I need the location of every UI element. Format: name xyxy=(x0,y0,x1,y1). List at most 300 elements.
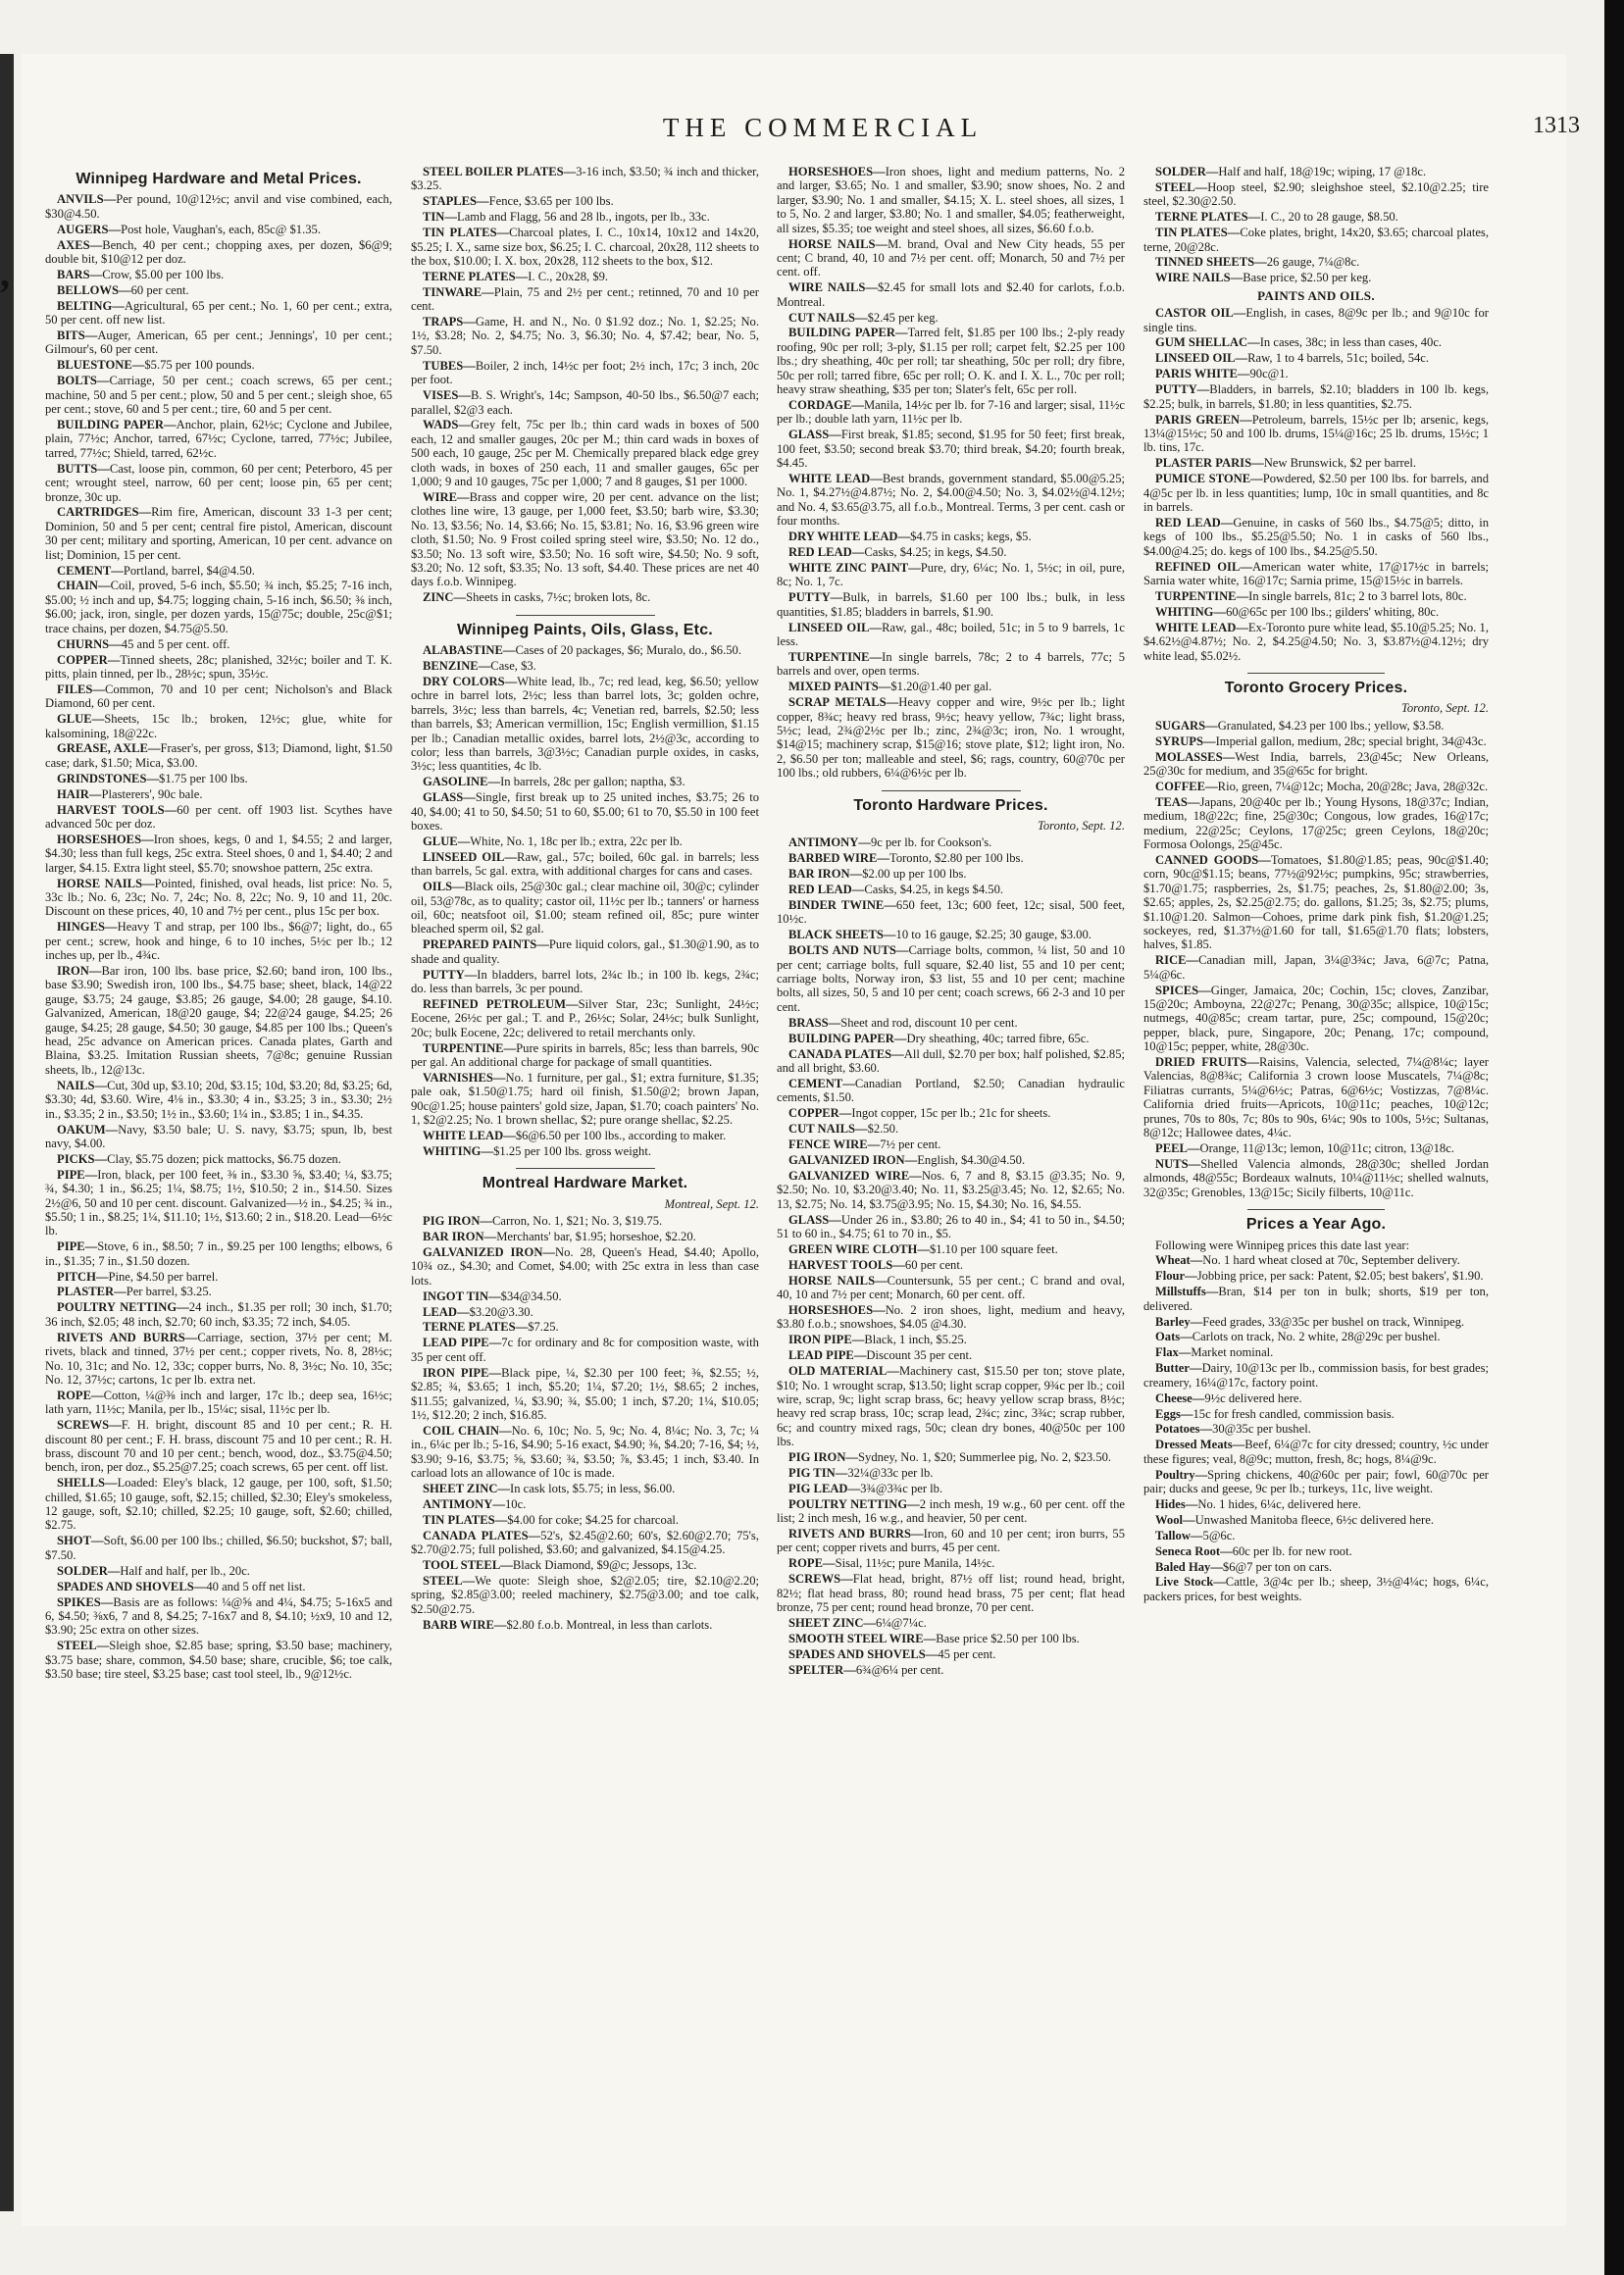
entry-keyword: HORSE NAILS— xyxy=(788,1273,888,1288)
price-entry: GUM SHELLAC—In cases, 38c; in less than cases, 40c. xyxy=(1155,335,1443,350)
entry-keyword: CEMENT— xyxy=(57,563,124,578)
entry-keyword: STEEL BOILER PLATES— xyxy=(423,165,577,178)
price-entry: SOLDER—Half and half, per lb., 20c. xyxy=(57,1563,250,1578)
entry-keyword: LEAD— xyxy=(423,1304,470,1319)
price-entry: SCREWS—F. H. bright, discount 85 and 10 per cent.; R. H. discount 80 per cent.; F. H. brass, discount 75 and 10 per cent.; R. H. brass, discount 70 and 10 per cent.; bench, wood, doz., $3.75@4.50; bench, iron, per doz., $5.25@7.25; coach screws, 65 per cent. off list. xyxy=(45,1418,392,1475)
price-entry: BAR IRON—$2.00 up per 100 lbs. xyxy=(788,867,967,882)
price-entry: LINSEED OIL—Raw, gal., 57c; boiled, 60c gal. in barrels; less than barrels, 5c gal. extra, with additional charges for cans and cases. xyxy=(411,849,760,879)
entry-keyword: Wool— xyxy=(1155,1512,1195,1527)
price-entry: RED LEAD—Casks, $4.25; in kegs, $4.50. xyxy=(788,545,1007,560)
price-entry: PLASTER—Per barrel, $3.25. xyxy=(57,1285,212,1299)
price-entry: BARB WIRE—$2.80 f.o.b. Montreal, in less than carlots. xyxy=(423,1617,713,1632)
entry-keyword: STEEL— xyxy=(57,1639,110,1653)
price-entry: BOLTS AND NUTS—Carriage bolts, common, ¼ list, 50 and 10 per cent; carriage bolts, full square, $2.40 list, 55 and 10 per cent; carriage bolts, Norway iron, $3 list, 55 and 10 per cent; machine bolts, all sizes, 50, 5 and 10 per cent; coach screws, 66 2-3 and 10 per cent. xyxy=(777,943,1125,1014)
page-number: 1313 xyxy=(1533,113,1580,138)
price-entry: CHAIN—Coil, proved, 5-6 inch, $5.50; ¾ inch, $5.25; 7-16 inch, $5.00; ½ inch and up, $4.75; logging chain, 5-16 inch, $6.50; ⅜ inch, $6.00; jack, iron, single, per dozen yards, 15@75c; double, 25c@$1; trace chains, per dozen, $4.75@5.50. xyxy=(45,579,392,635)
entry-keyword: IRON PIPE— xyxy=(788,1333,865,1347)
price-entry: BUILDING PAPER—Tarred felt, $1.85 per 100 lbs.; 2-ply ready roofing, 90c per roll; 3-ply, $1.15 per roll; carpet felt, $2.25 per 100 lbs.; dry sheathing, 40c per roll; tar sheathing, 50c per roll; dry fibre, 50c per roll; tarred fibre, 65c per roll; O. K. and I. X. L., 70c per roll; heavy straw sheathing, $35 per ton; Slater's felt, 65c per roll. xyxy=(777,326,1125,397)
entry-keyword: IRON PIPE— xyxy=(423,1365,502,1380)
entry-keyword: NUTS— xyxy=(1155,1156,1201,1171)
price-entry: WHITE LEAD—$6@6.50 per 100 lbs., according to maker. xyxy=(423,1129,727,1142)
price-entry: TURPENTINE—In single barrels, 81c; 2 to 3 barrel lots, 80c. xyxy=(1155,588,1467,603)
entry-keyword: TURPENTINE— xyxy=(788,649,883,664)
entry-keyword: PITCH— xyxy=(57,1269,109,1284)
entry-keyword: PIG IRON— xyxy=(788,1450,859,1465)
entry-keyword: TIN PLATES— xyxy=(1155,226,1241,240)
price-entry: CANNED GOODS—Tomatoes, $1.80@1.85; peas, 90c@$1.40; corn, 90c@$1.15; beans, 77½@92½c; pumpkins, 95c; strawberries, $1.70@1.75; raspberries, 2s, $1.75; peaches, 2s, $1.80@2.00; 3s, $2.65; apples, 2s, $2.25@2.75; do. gallons, $1.25; 3s, $2.75; plums, $1.10@1.20. Salmon—Cohoes, prime dark pink fish, $1.20@1.25; sockeyes, red, $1.37½@1.60 for tall, $1.65@1.70 flats; lobsters, halves, $1.85. xyxy=(1143,852,1489,952)
entry-keyword: LEAD PIPE— xyxy=(423,1336,502,1350)
entry-keyword: PUMICE STONE— xyxy=(1155,472,1263,486)
price-entry: GLUE—White, No. 1, 18c per lb.; extra, 22c per lb. xyxy=(423,834,683,848)
entry-keyword: BENZINE— xyxy=(423,659,491,673)
price-entry: LEAD—$3.20@3.30. xyxy=(423,1304,533,1319)
price-entry: TERNE PLATES—I. C., 20x28, $9. xyxy=(423,269,609,283)
entry-keyword: TERNE PLATES— xyxy=(423,269,529,283)
price-entry: LEAD PIPE—Discount 35 per cent. xyxy=(788,1348,973,1363)
entry-keyword: WHITE LEAD— xyxy=(1155,620,1248,634)
entry-keyword: PIG IRON— xyxy=(423,1214,493,1229)
entry-keyword: OLD MATERIAL— xyxy=(788,1364,899,1379)
price-entry: PLASTER PARIS—New Brunswick, $2 per barrel. xyxy=(1155,456,1416,471)
entry-keyword: COPPER— xyxy=(57,652,121,667)
price-entry: OAKUM—Navy, $3.50 bale; U. S. navy, $3.75; spun, lb, best navy, $4.00. xyxy=(45,1122,392,1150)
price-entry: PREPARED PAINTS—Pure liquid colors, gal., $1.30@1.90, as to shade and quality. xyxy=(411,937,760,966)
entry-keyword: WADS— xyxy=(423,418,471,432)
entry-keyword: COIL CHAIN— xyxy=(423,1423,512,1438)
left-page-edge xyxy=(0,54,14,2211)
price-entry: TINNED SHEETS—26 gauge, 7¼@8c. xyxy=(1155,255,1360,270)
facing-page-fragment: , xyxy=(0,251,10,295)
price-entry: CEMENT—Canadian Portland, $2.50; Canadian hydraulic cements, $1.50. xyxy=(777,1076,1125,1105)
entry-keyword: BUILDING PAPER— xyxy=(788,326,908,340)
price-entry: Tallow—5@6c. xyxy=(1155,1528,1236,1542)
price-entry: SOLDER—Half and half, 18@19c; wiping, 17 @18c. xyxy=(1155,165,1427,178)
entry-keyword: GLUE— xyxy=(57,712,105,727)
entry-keyword: SUGARS— xyxy=(1155,718,1218,733)
entry-keyword: IRON— xyxy=(57,964,102,979)
price-entry: SPADES AND SHOVELS—45 per cent. xyxy=(788,1646,996,1661)
entry-keyword: BLACK SHEETS— xyxy=(788,928,896,942)
entry-keyword: GREASE, AXLE— xyxy=(57,741,161,756)
entry-keyword: STEEL— xyxy=(1155,179,1208,194)
entry-keyword: MIXED PAINTS— xyxy=(788,680,891,694)
entry-keyword: GLASS— xyxy=(423,790,476,805)
entry-keyword: RICE— xyxy=(1155,953,1199,968)
entry-keyword: SHELLS— xyxy=(57,1476,118,1491)
price-entry: OLD MATERIAL—Machinery cast, $15.50 per ton; stove plate, $10; No. 1 wrought scrap, $13.50; light scrap copper, 9¾c per lb.; coil wire, scrap, 9c; light scrap brass, 6c; heavy yellow scrap brass, 8½c; heavy red scrap brass, 10c; scrap lead, 2¾c; zinc, 3¾c; scrap rubber, 6c; and country mixed rags, 50c; clean dry bones, 40@50c per 100 lbs. xyxy=(777,1364,1125,1449)
price-entry: SUGARS—Granulated, $4.23 per 100 lbs.; yellow, $3.58. xyxy=(1155,718,1445,733)
price-entry: TIN PLATES—Coke plates, bright, 14x20, $3.65; charcoal plates, terne, 20@28c. xyxy=(1143,226,1489,254)
entry-keyword: DRY WHITE LEAD— xyxy=(788,530,911,544)
price-entry: HORSE NAILS—Pointed, finished, oval heads, list price: No. 5, 33c lb.; No. 6, 23c; No. 7, 24c; No. 8, 22c; No. 9, 10 and 11, 20c. Discount on these prices, 40, 10 and 7½ per cent., plus 15c per box. xyxy=(45,876,392,919)
price-entry: HORSESHOES—Iron shoes, kegs, 0 and 1, $4.55; 2 and larger, $4.30; less than full kegs, 25c extra. Steel shoes, 0 and 1, $4.40; 2 and larger, $4.15. Extra light steel, $5.70; snowshoe pattern, 25c extra. xyxy=(45,832,392,875)
entry-keyword: SCREWS— xyxy=(57,1418,122,1433)
entry-keyword: WHITE LEAD— xyxy=(788,472,883,486)
entry-keyword: WHITE LEAD— xyxy=(423,1129,516,1142)
price-entry: ROPE—Sisal, 11½c; pure Manila, 14½c. xyxy=(788,1556,995,1571)
entry-keyword: HORSESHOES— xyxy=(788,165,886,178)
price-entry: Eggs—15c for fresh candled, commission basis. xyxy=(1155,1406,1395,1421)
price-entry: NAILS—Cut, 30d up, $3.10; 20d, $3.15; 10d, $3.20; 8d, $3.25; 6d, $3.30; 4d, $3.60. Wire, 4⅛ in., $3.30; 4 in., $3.25; 3 in., $3.30; 2½ in., $3.35; 2 in., $3.50; 1½ in., $3.60; 1¼ in., $3.85; 1 in., $4.35. xyxy=(45,1078,392,1121)
price-entry: GREEN WIRE CLOTH—$1.10 per 100 square feet. xyxy=(788,1241,1058,1256)
price-entry: TURPENTINE—Pure spirits in barrels, 85c; less than barrels, 90c per gal. An additional charge for package of small quantities. xyxy=(411,1040,759,1069)
price-entry: CUT NAILS—$2.45 per keg. xyxy=(788,310,939,325)
price-entry: WIRE—Brass and copper wire, 20 per cent. advance on the list; clothes line wire, 13 gauge, per 1,000 feet, $3.50; barb wire, $3.30; No. 13, $3.56; No. 14, $3.66; No. 15, $3.81; No. 16, $3.96 green wire cloth, $1.50; No. 9 Frost coiled spring steel wire, $3.50; No. 12 do., $3.50; No. 13 soft wire, $3.50; No. 16 soft wire, $4.50; No. 9 soft, $3.20; No. 12 soft, $3.35; No. 13 soft, $4.40. These prices are net 40 days f.o.b. Winnipeg. xyxy=(411,489,759,589)
price-entry: SHOT—Soft, $6.00 per 100 lbs.; chilled, $6.50; buckshot, $7; ball, $7.50. xyxy=(45,1534,392,1562)
entry-keyword: SHEET ZINC— xyxy=(423,1481,511,1495)
entry-keyword: WIRE NAILS— xyxy=(788,280,878,295)
entry-keyword: Baled Hay— xyxy=(1155,1559,1223,1574)
price-entry: TIN PLATES—$4.00 for coke; $4.25 for charcoal. xyxy=(423,1512,680,1527)
entry-keyword: Tallow— xyxy=(1155,1528,1203,1542)
price-entry: FENCE WIRE—7½ per cent. xyxy=(788,1138,941,1151)
price-entry: Butter—Dairy, 10@13c per lb., commission basis, for best grades; creamery, 16¼@17c, factory point. xyxy=(1143,1361,1489,1390)
entry-keyword: SHEET ZINC— xyxy=(788,1616,877,1630)
dateline: Toronto, Sept. 12. xyxy=(1038,818,1125,833)
price-entry: BINDER TWINE—650 feet, 13c; 600 feet, 12c; sisal, 500 feet, 10½c. xyxy=(777,898,1125,927)
price-entry: BITS—Auger, American, 65 per cent.; Jennings', 10 per cent.; Gilmour's, 60 per cent. xyxy=(45,329,392,357)
price-entry: TEAS—Japans, 20@40c per lb.; Young Hysons, 18@37c; Indian, medium, 18@22c; fine, 25@30c; Congous, low grades, 16@17c; medium, 22@25c; Ceylons, 17@25c; green Ceylons, 18@20c; Formosa Oolongs, 25@45c. xyxy=(1143,794,1489,851)
entry-keyword: VISES— xyxy=(423,388,471,403)
price-entry: BUTTS—Cast, loose pin, common, 60 per cent; Peterboro, 45 per cent; wrought steel, narrow, 60 per cent; loose pin, 65 per cent; bronze, 30c up. xyxy=(45,461,392,504)
entry-keyword: TRAPS— xyxy=(423,315,476,329)
entry-keyword: ZINC— xyxy=(423,590,467,605)
entry-keyword: FENCE WIRE— xyxy=(788,1138,881,1151)
entry-keyword: SPICES— xyxy=(1155,983,1211,997)
price-entry: HINGES—Heavy T and strap, per 100 lbs., $6@7; light, do., 65 per cent.; screw, hook and hinge, 6 to 10 inches, 5½c per lb.; 12 inches up, per lb., 4¾c. xyxy=(45,920,392,963)
price-entry: AXES—Bench, 40 per cent.; chopping axes, per dozen, $6@9; double bit, $10@12 per doz. xyxy=(45,237,392,267)
entry-keyword: Oats— xyxy=(1155,1330,1193,1344)
divider xyxy=(1247,1209,1386,1210)
entry-keyword: SPADES AND SHOVELS— xyxy=(788,1646,939,1661)
entry-keyword: PUTTY— xyxy=(788,590,843,605)
entry-keyword: BELTING— xyxy=(57,298,125,313)
entry-keyword: PUTTY— xyxy=(423,967,478,982)
subsection-heading: PAINTS AND OILS. xyxy=(1257,287,1375,303)
price-entry: POULTRY NETTING—2 inch mesh, 19 w.g., 60 per cent. off the list; 2 inch mesh, 16 w.g., and heavier, 50 per cent. xyxy=(777,1496,1125,1526)
price-entry: TERNE PLATES—I. C., 20 to 28 gauge, $8.50. xyxy=(1155,210,1398,225)
price-entry: BARBED WIRE—Toronto, $2.80 per 100 lbs. xyxy=(788,851,1024,866)
entry-keyword: BINDER TWINE— xyxy=(788,898,896,912)
entry-keyword: WHITE ZINC PAINT— xyxy=(788,560,921,575)
price-entry: TUBES—Boiler, 2 inch, 14½c per foot; 2½ inch, 17c; 3 inch, 20c per foot. xyxy=(411,358,759,387)
entry-keyword: CARTRIDGES— xyxy=(57,505,152,520)
entry-keyword: RED LEAD— xyxy=(1155,515,1234,530)
price-entry: SHEET ZINC—6¼@7¼c. xyxy=(788,1616,927,1630)
entry-keyword: REFINED PETROLEUM— xyxy=(423,996,579,1011)
entry-keyword: CANADA PLATES— xyxy=(423,1528,541,1542)
price-entry: MOLASSES—West India, barrels, 23@45c; New Orleans, 25@30c for medium, and 35@65c for bright. xyxy=(1143,749,1489,778)
entry-keyword: CHAIN— xyxy=(57,579,111,593)
entry-keyword: HINGES— xyxy=(57,920,118,935)
price-entry: WADS—Grey felt, 75c per lb.; thin card wads in boxes of 500 each, 12 and smaller gauges, 20c per M.; thin card wads in boxes of 500 each, 10 gauge, 25c per M. Chemically prepared black edge grey cloth wads, in boxes of 250 each, 11 and smaller gauges, 65c per 1,000; 9 and 10 gauges, 75c per 1,000; 7 and 8 gauges, $1 per 1000. xyxy=(411,418,759,489)
entry-keyword: BOLTS— xyxy=(57,374,110,388)
entry-keyword: Flour— xyxy=(1155,1269,1197,1284)
price-entry: ANTIMONY—10c. xyxy=(423,1496,527,1511)
price-entry: GALVANIZED IRON—English, $4.30@4.50. xyxy=(788,1152,1026,1167)
price-entry: PIPE—Iron, black, per 100 feet, ⅜ in., $3.30 ⅝, $3.40; ¼, $3.75; ¾, $4.30; 1 in., $6.25; 1¼, $8.75; 1½, $10.50; 2 in., $14.50. Sizes 2½@6, 50 and 10 per cent. discount. Galvanized—½ in., $4.25; ¾ in., $5.50; 1 in., $8.25; 1¼, $11.10; 1½, $13.60; 2 in., $18.20. Lead—6½c lb. xyxy=(45,1167,392,1239)
entry-keyword: WIRE NAILS— xyxy=(1155,271,1243,285)
price-entry: LINSEED OIL—Raw, 1 to 4 barrels, 51c; boiled, 54c. xyxy=(1155,351,1430,366)
price-entry: PUMICE STONE—Powdered, $2.50 per 100 lbs. for barrels, and 4@5c per lb. in less quantities; lump, 10c in small quantities, and 8c in barrels. xyxy=(1143,472,1490,514)
entry-keyword: Hides— xyxy=(1155,1496,1198,1511)
entry-keyword: TERNE PLATES— xyxy=(423,1320,529,1335)
entry-keyword: TINNED SHEETS— xyxy=(1155,255,1267,270)
price-entry: Following were Winnipeg prices this date last year: xyxy=(1155,1238,1410,1252)
price-entry: ALABASTINE—Cases of 20 packages, $6; Muralo, do., $6.50. xyxy=(423,643,741,658)
masthead-title: THE COMMERCIAL xyxy=(662,113,984,142)
price-entry: BRASS—Sheet and rod, discount 10 per cent. xyxy=(788,1015,1018,1030)
entry-keyword: Flax— xyxy=(1155,1345,1192,1360)
price-entry: COPPER—Tinned sheets, 28c; planished, 32½c; boiler and T. K. pitts, plain tinned, per lb., 28½c; spun, 35½c. xyxy=(45,652,392,681)
entry-keyword: HAIR— xyxy=(57,786,102,801)
price-entry: TRAPS—Game, H. and N., No. 0 $1.92 doz.; No. 1, $2.25; No. 1½, $3.28; No. 2, $4.75; No. 3, $6.30; No. 4, $7.42; bear, No. 5, $7.50. xyxy=(411,315,759,357)
entry-keyword: CASTOR OIL— xyxy=(1155,306,1246,321)
price-entry: CANADA PLATES—52's, $2.45@2.60; 60's, $2.60@2.70; 75's, $2.70@2.75; full polished, $3.60; and galvanized, $4.15@4.25. xyxy=(411,1528,759,1557)
entry-keyword: TURPENTINE— xyxy=(423,1040,517,1055)
price-entry: SCRAP METALS—Heavy copper and wire, 9½c per lb.; light copper, 8¾c; heavy red brass, 9½c; heavy yellow, 7¾c; light brass, 5½c; lead, 2¾@2½c per lb.; zinc, 2¾@3c; iron, No. 1 wrought, $14@15; machinery scrap, $15@16; stove plate, $12; light iron, No. 2, $6.50 per ton; malleable and steel, $6; rags, country, 60@70c per 100 lbs.; old rubbers, 6¼@6½c per lb. xyxy=(777,695,1125,781)
entry-keyword: HORSE NAILS— xyxy=(57,876,155,890)
price-entry: SYRUPS—Imperial gallon, medium, 28c; special bright, 34@43c. xyxy=(1155,733,1487,748)
entry-keyword: BRASS— xyxy=(788,1015,841,1030)
entry-keyword: TERNE PLATES— xyxy=(1155,210,1261,225)
price-entry: ROPE—Cotton, ¼@⅜ inch and larger, 17c lb.; deep sea, 16½c; lath yarn, 11½c; Manila, per lb., 15¼c; sisal, 11½c per lb. xyxy=(45,1388,392,1417)
price-entry: NUTS—Shelled Valencia almonds, 28@30c; shelled Jordan almonds, 48@55c; Bordeaux walnuts, 10¼@11½c; shelled walnuts, 32@35c; Grenobles, 13@15c; Sicily filberts, 10@11c. xyxy=(1143,1156,1489,1199)
price-entry: WHITE LEAD—Best brands, government standard, $5.00@5.25; No. 1, $4.27½@4.87½; No. 2, $4.00@4.50; No. 3, $4.02½@4.12½; and No. 4, $3.65@3.75, all f.o.b., Montreal. Terms, 3 per cent. cash or four months. xyxy=(777,472,1125,529)
entry-keyword: TINWARE— xyxy=(423,284,494,299)
entry-keyword: WHITING— xyxy=(1155,604,1227,619)
price-entry: FILES—Common, 70 and 10 per cent; Nicholson's and Black Diamond, 60 per cent. xyxy=(45,682,392,711)
price-entry: Live Stock—Cattle, 3@4c per lb.; sheep, 3½@4¼c; hogs, 6¼c, packers prices, for best weights. xyxy=(1143,1575,1489,1603)
entry-keyword: LINSEED OIL— xyxy=(1155,351,1248,366)
entry-keyword: Barley— xyxy=(1155,1314,1203,1329)
entry-keyword: SCREWS— xyxy=(788,1572,853,1587)
entry-keyword: PEEL— xyxy=(1155,1141,1200,1155)
entry-keyword: VARNISHES— xyxy=(423,1070,506,1085)
price-entry: HORSESHOES—No. 2 iron shoes, light, medium and heavy, $3.80 f.o.b.; snowshoes, $4.05 @4.30. xyxy=(777,1302,1125,1332)
price-entry: LINSEED OIL—Raw, gal., 48c; boiled, 51c; in 5 to 9 barrels, 1c less. xyxy=(777,620,1125,648)
price-entry: SHELLS—Loaded: Eley's black, 12 gauge, per 100, soft, $1.50; chilled, $1.65; 10 gauge, soft, $2.15; chilled, $2.30; Eley's smokeless, 12 gauge, soft, $2.10; chilled, $2.25; 10 gauge, soft, $2.60; chilled, $2.75. xyxy=(45,1476,392,1533)
entry-keyword: PARIS GREEN— xyxy=(1155,412,1252,427)
price-entry: GLUE—Sheets, 15c lb.; broken, 12½c; glue, white for kalsomining, 18@22c. xyxy=(45,712,392,740)
price-entry: GLASS—Under 26 in., $3.80; 26 to 40 in., $4; 41 to 50 in., $4.50; 51 to 60 in., $4.75; 61 to 70 in., $5. xyxy=(777,1212,1125,1240)
price-entry: BLACK SHEETS—10 to 16 gauge, $2.25; 30 gauge, $3.00. xyxy=(788,928,1091,942)
entry-keyword: BAR IRON— xyxy=(423,1230,497,1244)
section-heading: Montreal Hardware Market. xyxy=(482,1175,688,1192)
entry-keyword: INGOT TIN— xyxy=(423,1289,501,1303)
entry-keyword: PLASTER— xyxy=(57,1285,127,1299)
price-entry: PIG IRON—Carron, No. 1, $21; No. 3, $19.75. xyxy=(423,1214,663,1229)
divider xyxy=(1247,673,1386,674)
price-entry: DRY COLORS—White lead, lb., 7c; red lead, keg, $6.50; yellow ochre in barrel lots, 2½c; less than barrel lots, 3c; golden ochre, barrels, 3½c; less than barrels, 4c; Venetian red, barrels, $2.50; less than barrels, $3; American vermillion, 15c; English vermillion, $1.15 per lb.; Canadian metallic oxides, barrel lots, 2½@3c, according to color; less than barrels, 3@3½c; Canadian purple oxides, in casks, 3½c; less quantities, 4c lb. xyxy=(411,674,759,774)
price-entry: STEEL BOILER PLATES—3-16 inch, $3.50; ¾ inch and thicker, $3.25. xyxy=(411,165,759,193)
entry-keyword: SPADES AND SHOVELS— xyxy=(57,1579,207,1593)
entry-keyword: COPPER— xyxy=(788,1106,852,1121)
divider xyxy=(516,615,655,616)
entry-keyword: HARVEST TOOLS— xyxy=(57,802,178,817)
entry-keyword: MOLASSES— xyxy=(1155,749,1236,764)
entry-keyword: SHOT— xyxy=(57,1534,104,1548)
entry-keyword: PIG LEAD— xyxy=(788,1481,861,1495)
entry-keyword: TURPENTINE— xyxy=(1155,588,1249,603)
entry-keyword: PREPARED PAINTS— xyxy=(423,937,549,952)
price-entry: SPIKES—Basis are as follows: ¼@⅝ and 4¼, $4.75; 5-16x5 and 6, $4.50; ⅜x6, 7 and 8, $4.25; 7-16x7 and 8, $4.10; ½x9, 10 and 12, $3.90; 25c extra on other sizes. xyxy=(45,1594,392,1638)
entry-keyword: GALVANIZED IRON— xyxy=(788,1152,918,1167)
price-entry: VARNISHES—No. 1 furniture, per gal., $1; extra furniture, $1.35; pale oak, $1.50@1.75; hard oil finish, $1.50@2; brown Japan, 90c@1.25; house painters' gold size, Japan, $1.70; coach painters' No. 1, $2@2.25; No. 1 brown shellac, $2; pure orange shellac, $2.25. xyxy=(411,1070,759,1128)
entry-keyword: PUTTY— xyxy=(1155,382,1210,397)
entry-keyword: GUM SHELLAC— xyxy=(1155,335,1260,350)
price-entry: TOOL STEEL—Black Diamond, $9@c; Jessops, 13c. xyxy=(423,1557,697,1572)
price-entry: Hides—No. 1 hides, 6¼c, delivered here. xyxy=(1155,1496,1361,1511)
entry-keyword: NAILS— xyxy=(57,1078,108,1092)
price-entry: OILS—Black oils, 25@30c gal.; clear machine oil, 30@c; cylinder oil, 53@78c, as to quality; castor oil, 11½c per lb.; tanners' or harness oil, 60c; neatsfoot oil, $1.00; steam refined oil, 85c; pure winter bleached sperm oil, $2 gal. xyxy=(411,880,759,936)
column-3 xyxy=(777,165,1125,1679)
price-entry: PARIS GREEN—Petroleum, barrels, 15½c per lb; arsenic, kegs, 13¼@15½c; 50 and 100 lb. drums, 15¼@16c; 25 lb. drums, 15½c; 1 lb. tins, 17c. xyxy=(1143,412,1489,455)
entry-keyword: CANNED GOODS— xyxy=(1155,852,1271,867)
column-1 xyxy=(45,165,392,1683)
entry-keyword: PIPE— xyxy=(57,1167,98,1182)
price-entry: GREASE, AXLE—Fraser's, per gross, $13; Diamond, light, $1.50 case; dark, $1.50; Mica, $3.00. xyxy=(45,741,392,770)
price-entry: ANVILS—Per pound, 10@12½c; anvil and vise combined, each, $30@4.50. xyxy=(45,192,392,221)
price-entry: BELLOWS—60 per cent. xyxy=(57,282,189,297)
price-entry: PIG LEAD—3¾@3¾c per lb. xyxy=(788,1481,943,1495)
price-entry: GRINDSTONES—$1.75 per 100 lbs. xyxy=(57,771,248,785)
entry-keyword: AUGERS— xyxy=(57,222,122,236)
price-entry: CASTOR OIL—English, in cases, 8@9c per lb.; and 9@10c for single tins. xyxy=(1143,306,1489,334)
entry-keyword: RIVETS AND BURRS— xyxy=(788,1527,924,1542)
price-entry: GASOLINE—In barrels, 28c per gallon; naptha, $3. xyxy=(423,775,685,789)
price-entry: PARIS WHITE—90c@1. xyxy=(1155,367,1289,381)
entry-keyword: BUTTS— xyxy=(57,461,110,476)
price-entry: Flax—Market nominal. xyxy=(1155,1345,1274,1360)
price-entry: ANTIMONY—9c per lb. for Cookson's. xyxy=(788,835,992,850)
price-entry: PUTTY—In bladders, barrel lots, 2¾c lb.; in 100 lb. kegs, 2¾c; do. less than barrels, 3c per pound. xyxy=(411,967,759,995)
entry-keyword: PARIS WHITE— xyxy=(1155,367,1250,381)
divider xyxy=(516,1168,655,1169)
price-entry: REFINED PETROLEUM—Silver Star, 23c; Sunlight, 24½c; Eocene, 26½c per gal.; T. and P., 26½c; Solar, 24½c; bulk Sunlight, 20c; bulk Eocene, 22c; delivered to retail merchants only. xyxy=(411,996,759,1039)
price-entry: MIXED PAINTS—$1.20@1.40 per gal. xyxy=(788,680,992,694)
entry-keyword: BARB WIRE— xyxy=(423,1617,507,1632)
entry-keyword: GLASS— xyxy=(788,1212,841,1227)
price-entry: Poultry—Spring chickens, 40@60c per pair; fowl, 60@70c per pair; ducks and geese, 9c per lb.; turkeys, 11c, live weight. xyxy=(1143,1467,1489,1496)
entry-keyword: DRIED FRUITS— xyxy=(1155,1055,1259,1070)
section-heading: Prices a Year Ago. xyxy=(1245,1216,1387,1234)
divider xyxy=(882,790,1021,791)
entry-keyword: TIN PLATES— xyxy=(423,1512,508,1527)
right-page-edge xyxy=(1604,0,1624,2275)
price-entry: RICE—Canadian mill, Japan, 3¼@3¾c; Java, 6@7c; Patna, 5¼@6c. xyxy=(1143,953,1489,982)
entry-keyword: GRINDSTONES— xyxy=(57,771,160,785)
section-heading: Toronto Grocery Prices. xyxy=(1224,679,1408,696)
price-entry: HORSESHOES—Iron shoes, light and medium patterns, No. 2 and larger, $3.65; No. 1 and smaller, $3.90; snow shoes, No. 2 and larger, $3.90; No. 1 and smaller, $4.15; X. L. steel shoes, all sizes, 1 to 5, No. 2 and larger, $3.80; No. 1 and smaller, $4.05; featherweight, all sizes, $5.35; toe weight and steel shoes, all sizes, $6.60 f.o.b. xyxy=(777,165,1125,235)
entry-keyword: Wheat— xyxy=(1155,1253,1203,1268)
entry-keyword: ROPE— xyxy=(57,1388,104,1402)
price-entry: CORDAGE—Manila, 14½c per lb. for 7-16 and larger; sisal, 11½c per lb.; double lath yarn, 11½c per lb. xyxy=(777,398,1125,427)
price-entry: PIG IRON—Sydney, No. 1, $20; Summerlee pig, No. 2, $23.50. xyxy=(788,1450,1112,1465)
entry-keyword: LINSEED OIL— xyxy=(423,849,518,864)
entry-keyword: CUT NAILS— xyxy=(788,1122,868,1137)
price-entry: TURPENTINE—In single barrels, 78c; 2 to 4 barrels, 77c; 5 barrels and over, open terms. xyxy=(777,649,1125,679)
section-heading: Winnipeg Paints, Oils, Glass, Etc. xyxy=(457,621,713,638)
price-entry: SPELTER—6¾@6¼ per cent. xyxy=(788,1662,944,1677)
entry-keyword: CANADA PLATES— xyxy=(788,1046,904,1061)
entry-keyword: RED LEAD— xyxy=(788,883,865,897)
entry-keyword: STEEL— xyxy=(423,1573,476,1588)
entry-keyword: RED LEAD— xyxy=(788,545,865,560)
dateline: Toronto, Sept. 12. xyxy=(1401,701,1489,716)
entry-keyword: BLUESTONE— xyxy=(57,358,145,373)
entry-keyword: DRY COLORS— xyxy=(423,674,518,688)
price-entry: Cheese—9½c delivered here. xyxy=(1155,1390,1302,1405)
entry-keyword: ROPE— xyxy=(788,1556,836,1571)
entry-keyword: CORDAGE— xyxy=(788,398,864,412)
entry-keyword: GALVANIZED WIRE— xyxy=(788,1168,922,1183)
price-entry: INGOT TIN—$34@34.50. xyxy=(423,1289,562,1303)
price-entry: HARVEST TOOLS—60 per cent. off 1903 list. Scythes have advanced 50c per doz. xyxy=(45,802,392,831)
price-entry: TERNE PLATES—$7.25. xyxy=(423,1320,559,1335)
price-entry: HORSE NAILS—M. brand, Oval and New City heads, 55 per cent; C brand, 40, 10 and 7½ per cent. off; Monarch, 50 and 7½ per cent. off. xyxy=(777,236,1125,279)
entry-keyword: BUILDING PAPER— xyxy=(788,1031,907,1045)
entry-keyword: AXES— xyxy=(57,237,103,252)
entry-keyword: HORSESHOES— xyxy=(57,832,154,846)
price-entry: WHITING—60@65c per 100 lbs.; gilders' whiting, 80c. xyxy=(1155,604,1440,619)
price-entry: BUILDING PAPER—Anchor, plain, 62½c; Cyclone and Jubilee, plain, 77½c; Anchor, tarred, 67½c; Cyclone, tarred, 77½c; Jubilee, tarred, 77½c; Shield, tarred, 62½c. xyxy=(45,418,392,460)
entry-keyword: BITS— xyxy=(57,329,98,343)
entry-keyword: COFFEE— xyxy=(1155,779,1218,793)
entry-keyword: ANVILS— xyxy=(57,192,117,207)
entry-keyword: BARBED WIRE— xyxy=(788,851,889,866)
price-entry: SHEET ZINC—In cask lots, $5.75; in less, $6.00. xyxy=(423,1481,676,1495)
price-entry: RIVETS AND BURRS—Iron, 60 and 10 per cent; iron burrs, 55 per cent; copper rivets and burrs, 45 per cent. xyxy=(777,1527,1125,1555)
entry-keyword: GLUE— xyxy=(423,834,471,848)
price-entry: PIG TIN—32¼@33c per lb. xyxy=(788,1465,934,1480)
price-entry: PEEL—Orange, 11@13c; lemon, 10@11c; citron, 13@18c. xyxy=(1155,1141,1454,1155)
entry-keyword: LINSEED OIL— xyxy=(788,620,883,634)
entry-keyword: Cheese— xyxy=(1155,1390,1205,1405)
entry-keyword: PIPE— xyxy=(57,1239,98,1254)
price-entry: IRON—Bar iron, 100 lbs. base price, $2.60; band iron, 100 lbs., base $3.90; Swedish iron, 100 lbs., $4.75 base; sheet, black, 14@22 gauge, $3.75; 24 gauge, $3.85; 26 gauge, $4.00; 28 gauge, $4.10. Galvanized, American, 18@20 gauge, $4; 22@24 gauge, $4.25; 26 gauge, $4.25; 28 gauge, $4.50; 30 gauge, $4.85 per 100 lbs.; Queen's head, 25c advance on American prices. Canada plates, Garth and Blaina, $3.25. Imitation Russian sheets, 7@8c; genuine Russian sheets, lb., 12@13c. xyxy=(45,964,392,1077)
entry-keyword: Potatoes— xyxy=(1155,1422,1213,1437)
price-entry: PIPE—Stove, 6 in., $8.50; 7 in., $9.25 per 100 lengths; elbows, 6 in., $1.35; 7 in., $1.50 dozen. xyxy=(45,1239,392,1268)
entry-keyword: Millstuffs— xyxy=(1155,1285,1219,1299)
price-entry: STAPLES—Fence, $3.65 per 100 lbs. xyxy=(423,194,614,209)
price-entry: HARVEST TOOLS—60 per cent. xyxy=(788,1257,964,1272)
entry-keyword: TOOL STEEL— xyxy=(423,1557,513,1572)
entry-keyword: BAR IRON— xyxy=(788,867,863,882)
price-entry: GLASS—Single, first break up to 25 united inches, $3.75; 26 to 40, $4.00; 41 to 50, $4.50; 51 to 60, $5.00; 61 to 70, $5.50 in 100 feet boxes. xyxy=(411,790,759,833)
entry-keyword: Eggs— xyxy=(1155,1406,1193,1421)
price-entry: PUTTY—Bulk, in barrels, $1.60 per 100 lbs.; bulk, in less quantities, $1.85; bladders in barrels, $1.90. xyxy=(777,590,1125,619)
entry-keyword: POULTRY NETTING— xyxy=(788,1496,920,1511)
entry-keyword: LEAD PIPE— xyxy=(788,1348,867,1363)
entry-keyword: TEAS— xyxy=(1155,794,1200,809)
price-entry: IRON PIPE—Black pipe, ¼, $2.30 per 100 feet; ⅜, $2.55; ½, $2.85; ¾, $3.65; 1 inch, $5.20; 1¼, $7.20; 1½, $8.65; 2 inches, $11.55; galvanized, ¼, $3.90; ¾, $5.00; 1 inch, $7.20; 1¼, $10.05; 1½, $12.20; 2 inch, $16.85. xyxy=(411,1365,759,1422)
price-entry: Millstuffs—Bran, $14 per ton in bulk; shorts, $19 per ton, delivered. xyxy=(1143,1285,1489,1313)
entry-keyword: OILS— xyxy=(423,880,465,894)
entry-keyword: WIRE— xyxy=(423,489,470,504)
entry-keyword: GLASS— xyxy=(788,428,841,442)
price-entry: STEEL—Hoop steel, $2.90; sleighshoe steel, $2.10@2.25; tire steel, $2.30@2.50. xyxy=(1143,179,1489,209)
price-entry: Potatoes—30@35c per bushel. xyxy=(1155,1422,1311,1437)
entry-keyword: SYRUPS— xyxy=(1155,733,1216,748)
entry-keyword: GALVANIZED IRON— xyxy=(423,1244,556,1259)
entry-keyword: ANTIMONY— xyxy=(423,1496,505,1511)
price-entry: BARS—Crow, $5.00 per 100 lbs. xyxy=(57,267,225,281)
page-header xyxy=(22,113,1624,142)
entry-keyword: TIN— xyxy=(423,210,457,225)
price-entry: POULTRY NETTING—24 inch., $1.35 per roll; 30 inch, $1.70; 36 inch, $2.05; 48 inch, $2.70; 60 inch, $3.35; 72 inch, $4.05. xyxy=(45,1300,392,1329)
entry-keyword: Seneca Root— xyxy=(1155,1543,1233,1558)
